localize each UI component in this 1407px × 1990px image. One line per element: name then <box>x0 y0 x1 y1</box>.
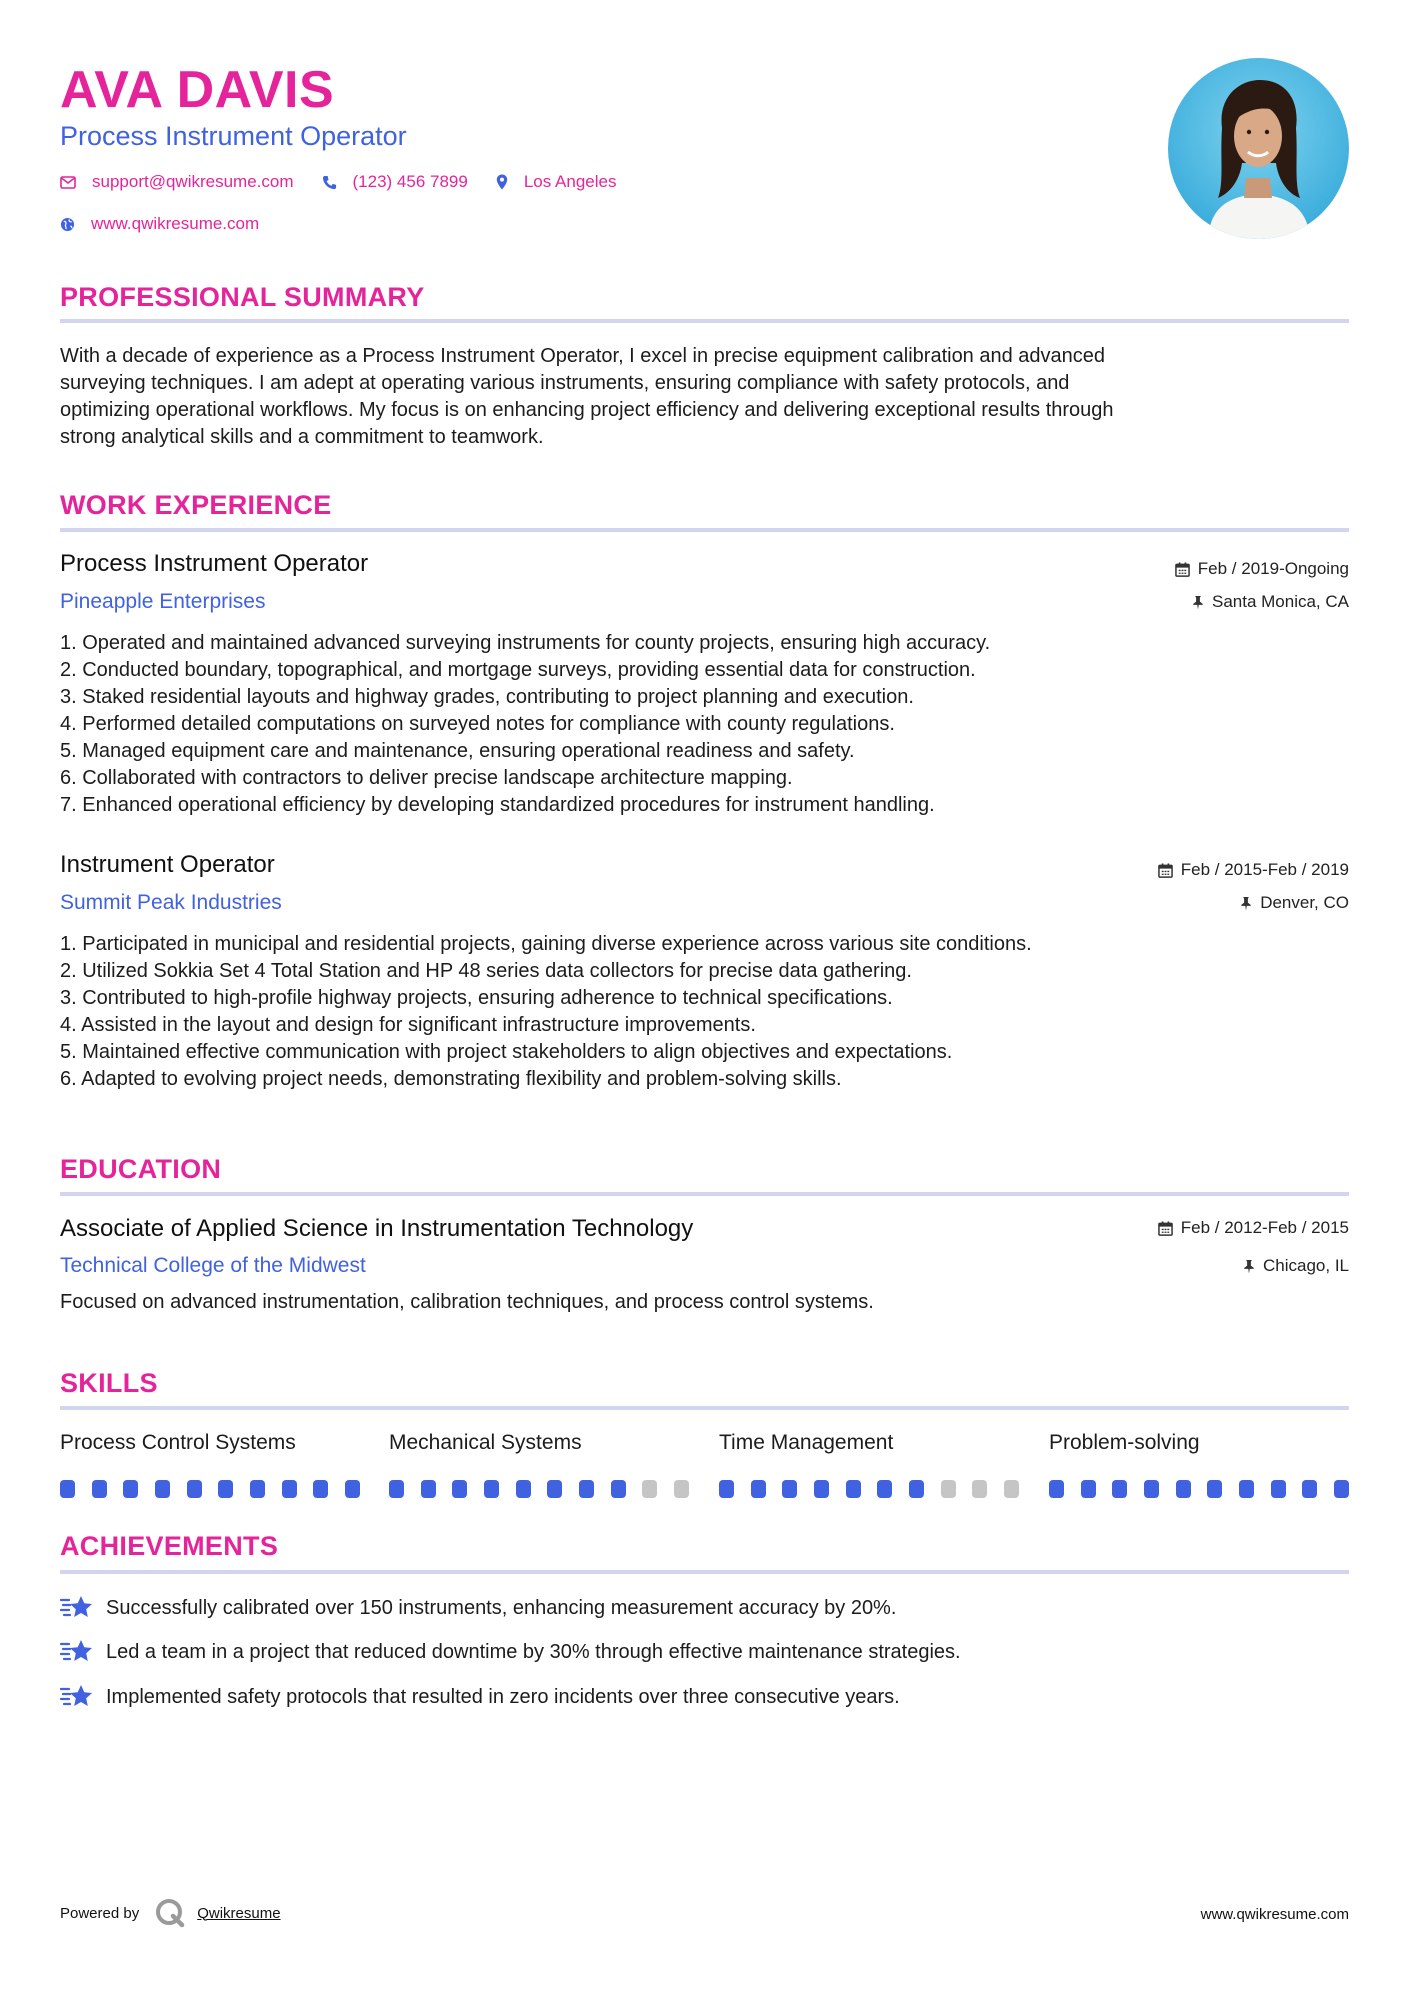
job-bullet: 5. Managed equipment care and maintenance, ensuring operational readiness and safety. <box>60 740 855 762</box>
skill-dot-filled <box>1302 1480 1317 1498</box>
skill-label: Time Management <box>719 1431 894 1454</box>
job-bullet: 3. Staked residential layouts and highway grades, contributing to project planning and execution. <box>60 686 914 708</box>
skills-rule <box>60 1406 1349 1410</box>
education-dates <box>1158 1217 1349 1239</box>
job-company: Summit Peak Industries <box>60 891 282 914</box>
skill-rating <box>719 1480 1019 1498</box>
calendar-icon <box>1175 562 1190 577</box>
achievement-text: Implemented safety protocols that resulted in zero incidents over three consecutive years. <box>106 1686 900 1708</box>
powered-by-text: Powered by <box>60 1904 140 1922</box>
calendar-icon <box>1158 863 1173 878</box>
job-title: Process Instrument Operator <box>60 550 369 577</box>
phone-text: (123) 456 7899 <box>352 172 468 191</box>
skill-dot-filled <box>547 1480 562 1498</box>
achievements-rule <box>60 1570 1349 1574</box>
skill-dot-filled <box>313 1480 328 1498</box>
skill-dot-filled <box>484 1480 499 1498</box>
job-bullet: 2. Utilized Sokkia Set 4 Total Station and HP 48 series data collectors for precise data gathering. <box>60 960 912 982</box>
job-dates <box>1175 558 1349 580</box>
location-text: Los Angeles <box>523 172 617 191</box>
education-description: Focused on advanced instrumentation, calibration techniques, and process control systems. <box>60 1291 874 1313</box>
achievements-title: ACHIEVEMENTS <box>60 1531 279 1561</box>
education-rule <box>60 1192 1349 1196</box>
summary-title: PROFESSIONAL SUMMARY <box>60 282 425 312</box>
skill-dot-filled <box>452 1480 467 1498</box>
job-location-text: Denver, CO <box>1260 893 1349 912</box>
job-bullet: 1. Operated and maintained advanced surveying instruments for county projects, ensuring high accuracy. <box>60 632 991 654</box>
pin-icon <box>1192 595 1204 610</box>
experience-title: WORK EXPERIENCE <box>60 490 332 520</box>
skill-dot-empty <box>941 1480 956 1498</box>
pin-icon <box>1240 896 1252 911</box>
contact-location <box>496 172 617 192</box>
skill-dot-empty <box>972 1480 987 1498</box>
profile-photo <box>1168 58 1349 239</box>
summary-line: strong analytical skills and a commitment to teamwork. <box>60 426 544 448</box>
education-title: EDUCATION <box>60 1154 222 1184</box>
skill-rating <box>389 1480 689 1498</box>
job-dates <box>1158 859 1349 881</box>
profile-portrait <box>1168 58 1349 239</box>
job-bullets <box>60 630 1349 819</box>
skill-dot-filled <box>1271 1480 1286 1498</box>
skill-dot-filled <box>155 1480 170 1498</box>
skill-rating <box>1049 1480 1349 1498</box>
job-bullet: 7. Enhanced operational efficiency by developing standardized procedures for instrument handling. <box>60 794 935 816</box>
email-text: support@qwikresume.com <box>92 172 294 191</box>
job-location <box>1240 892 1349 914</box>
skill-rating <box>60 1480 360 1498</box>
skill-dot-empty <box>674 1480 689 1498</box>
globe-icon <box>60 217 75 232</box>
skill-dot-filled <box>60 1480 75 1498</box>
calendar-icon <box>1158 1221 1173 1236</box>
education-degree: Associate of Applied Science in Instrumentation Technology <box>60 1215 694 1242</box>
job-bullet: 3. Contributed to high-profile highway projects, ensuring adherence to technical specifications. <box>60 987 893 1009</box>
job-dates-text: Feb / 2019-Ongoing <box>1197 559 1349 578</box>
job-company: Pineapple Enterprises <box>60 590 266 613</box>
achievement-text: Led a team in a project that reduced downtime by 30% through effective maintenance strategies. <box>106 1641 961 1663</box>
skill-dot-filled <box>1207 1480 1222 1498</box>
experience-rule <box>60 528 1349 532</box>
skill-dot-filled <box>516 1480 531 1498</box>
contact-website[interactable] <box>60 214 259 234</box>
contact-email[interactable] <box>60 172 294 192</box>
achievement-item <box>60 1638 961 1666</box>
achievement-item <box>60 1683 900 1711</box>
skill-dot-filled <box>1176 1480 1191 1498</box>
skill-dot-filled <box>1112 1480 1127 1498</box>
job-bullet: 6. Adapted to evolving project needs, demonstrating flexibility and problem-solving skills. <box>60 1068 842 1090</box>
skill-dot-filled <box>92 1480 107 1498</box>
job-bullet: 1. Participated in municipal and residential projects, gaining diverse experience across various site conditions. <box>60 933 1032 955</box>
skill-process-control-systems <box>60 1430 360 1498</box>
education-location <box>1243 1255 1349 1277</box>
summary-line: With a decade of experience as a Process Instrument Operator, I excel in precise equipment calibration and advanced <box>60 345 1106 367</box>
contact-phone[interactable] <box>322 172 468 192</box>
skill-label: Process Control Systems <box>60 1431 296 1454</box>
education-dates-text: Feb / 2012-Feb / 2015 <box>1180 1218 1349 1237</box>
qwikresume-link[interactable]: Qwikresume <box>197 1904 281 1922</box>
candidate-name: AVA DAVIS <box>60 61 335 119</box>
phone-icon <box>322 175 337 190</box>
skill-dot-empty <box>642 1480 657 1498</box>
skill-dot-filled <box>1239 1480 1254 1498</box>
skill-dot-filled <box>846 1480 861 1498</box>
skill-time-management <box>719 1430 1019 1498</box>
resume-page <box>60 0 1349 1990</box>
job-bullets <box>60 931 1349 1093</box>
skill-mechanical-systems <box>389 1430 689 1498</box>
skill-dot-filled <box>751 1480 766 1498</box>
summary-text <box>60 343 1349 451</box>
achievement-item <box>60 1594 896 1622</box>
job-bullet: 2. Conducted boundary, topographical, and mortgage surveys, providing essential data for construction. <box>60 659 976 681</box>
achievement-text: Successfully calibrated over 150 instruments, enhancing measurement accuracy by 20%. <box>106 1597 897 1619</box>
skill-dot-filled <box>1081 1480 1096 1498</box>
skill-dot-filled <box>1049 1480 1064 1498</box>
job-dates-text: Feb / 2015-Feb / 2019 <box>1180 860 1349 879</box>
job-bullet: 4. Assisted in the layout and design for significant infrastructure improvements. <box>60 1014 756 1036</box>
skill-dot-filled <box>218 1480 233 1498</box>
skill-dot-empty <box>1004 1480 1019 1498</box>
summary-line: surveying techniques. I am adept at operating various instruments, ensuring compliance with safety protocols, and <box>60 372 1070 394</box>
qwikresume-logo-icon <box>155 1898 185 1928</box>
website-row <box>60 214 287 234</box>
envelope-icon <box>60 176 76 189</box>
education-location-text: Chicago, IL <box>1263 1256 1349 1275</box>
pin-icon <box>1243 1259 1255 1274</box>
skill-dot-filled <box>345 1480 360 1498</box>
candidate-role: Process Instrument Operator <box>60 121 407 151</box>
summary-rule <box>60 319 1349 323</box>
skill-label: Problem-solving <box>1049 1431 1200 1454</box>
job-title: Instrument Operator <box>60 851 275 878</box>
job-bullet: 6. Collaborated with contractors to deliver precise landscape architecture mapping. <box>60 767 793 789</box>
skill-dot-filled <box>909 1480 924 1498</box>
skill-dot-filled <box>282 1480 297 1498</box>
star-icon <box>60 1683 94 1711</box>
skill-dot-filled <box>579 1480 594 1498</box>
job-location <box>1192 591 1349 613</box>
skill-dot-filled <box>421 1480 436 1498</box>
skill-dot-filled <box>782 1480 797 1498</box>
skill-dot-filled <box>123 1480 138 1498</box>
footer-site[interactable]: www.qwikresume.com <box>1200 1906 1349 1923</box>
education-school: Technical College of the Midwest <box>60 1254 366 1277</box>
summary-line: optimizing operational workflows. My focus is on enhancing project efficiency and delivering exceptional results through <box>60 399 1114 421</box>
job-location-text: Santa Monica, CA <box>1211 592 1349 611</box>
skill-dot-filled <box>389 1480 404 1498</box>
skill-label: Mechanical Systems <box>389 1431 582 1454</box>
contact-row <box>60 172 644 192</box>
star-icon <box>60 1594 94 1622</box>
website-text: www.qwikresume.com <box>91 214 260 233</box>
skill-problem-solving <box>1049 1430 1349 1498</box>
job-bullet: 4. Performed detailed computations on surveyed notes for compliance with county regulations. <box>60 713 895 735</box>
skill-dot-filled <box>611 1480 626 1498</box>
skill-dot-filled <box>1144 1480 1159 1498</box>
footer-powered-by <box>60 1898 281 1928</box>
star-icon <box>60 1638 94 1666</box>
job-bullet: 5. Maintained effective communication with project stakeholders to align objectives and expectations. <box>60 1041 953 1063</box>
skill-dot-filled <box>187 1480 202 1498</box>
skill-dot-filled <box>250 1480 265 1498</box>
skill-dot-filled <box>1334 1480 1349 1498</box>
skills-title: SKILLS <box>60 1368 158 1398</box>
skill-dot-filled <box>719 1480 734 1498</box>
map-pin-icon <box>496 174 508 190</box>
skill-dot-filled <box>814 1480 829 1498</box>
skill-dot-filled <box>877 1480 892 1498</box>
